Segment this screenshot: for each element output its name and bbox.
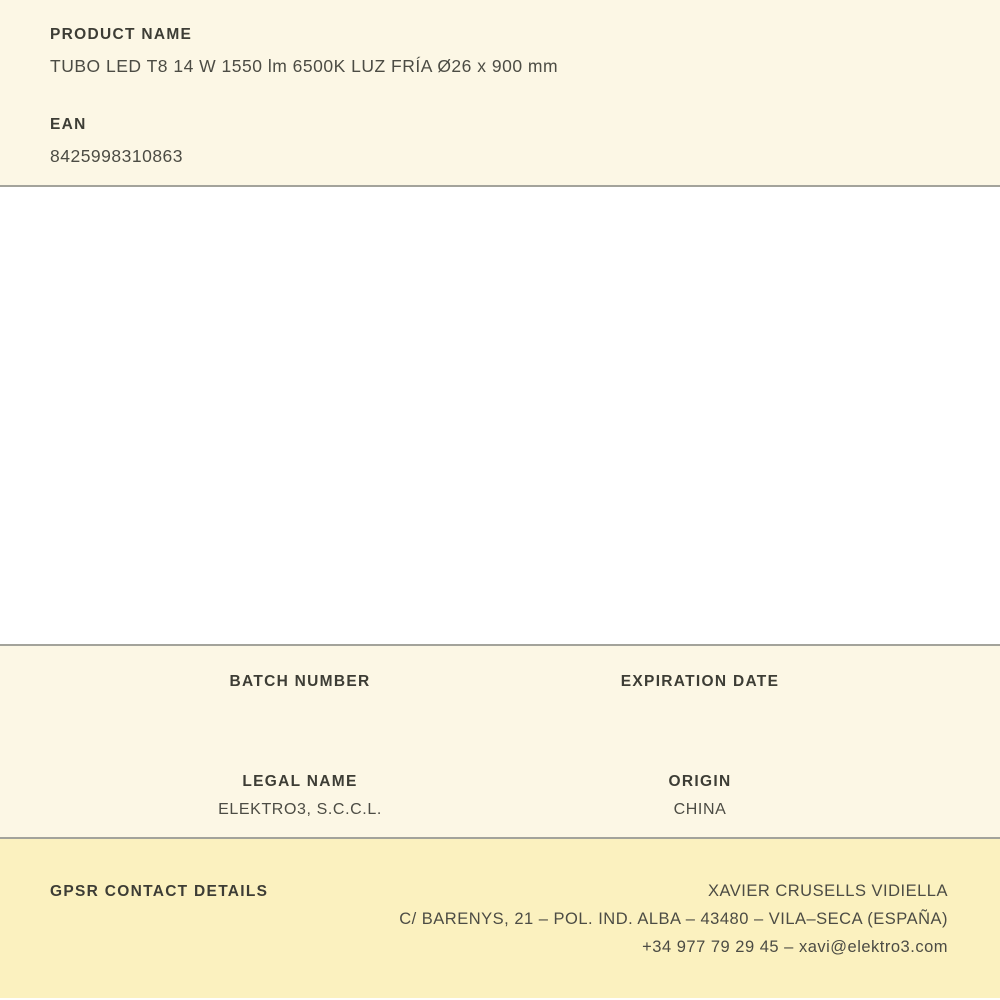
expiration-date-label: EXPIRATION DATE [620,673,780,690]
batch-number-label: BATCH NUMBER [229,673,371,690]
contact-phone-line [399,939,948,956]
ean-block [50,117,950,165]
legal-name-value: ELEKTRO3, S.C.C.L. [218,801,382,818]
details-row-batch-expiration [100,673,900,701]
blank-area [0,187,1000,644]
gpsr-contact-section [0,839,1000,998]
product-name-block [50,27,950,75]
contact-name: XAVIER CRUSELLS VIDIELLA [707,882,948,900]
batch-number-cell [100,673,500,701]
product-info-section [0,0,1000,187]
ean-label: EAN [50,116,87,133]
origin-value: CHINA [673,801,727,818]
contact-email-link[interactable]: xavi@elektro3.com [798,938,948,956]
contact-address: C/ BARENYS, 21 – POL. IND. ALBA – 43480 – VILA–SECA (ESPAÑA) [399,910,948,928]
gpsr-contact-block [399,883,948,967]
product-name-value: TUBO LED T8 14 W 1550 lm 6500K LUZ FRÍA Ø26 x 900 mm [50,56,559,76]
legal-name-cell [100,773,500,819]
expiration-date-cell [500,673,900,701]
legal-name-label: LEGAL NAME [242,773,358,790]
origin-cell [500,773,900,819]
origin-label: ORIGIN [668,773,732,790]
product-name-label: PRODUCT NAME [50,26,193,43]
gpsr-contact-title: GPSR CONTACT DETAILS [50,883,269,900]
ean-value: 8425998310863 [50,146,184,166]
contact-phone: +34 977 79 29 45 – [642,938,794,956]
details-section [0,644,1000,839]
details-row-legal-origin [100,773,900,819]
